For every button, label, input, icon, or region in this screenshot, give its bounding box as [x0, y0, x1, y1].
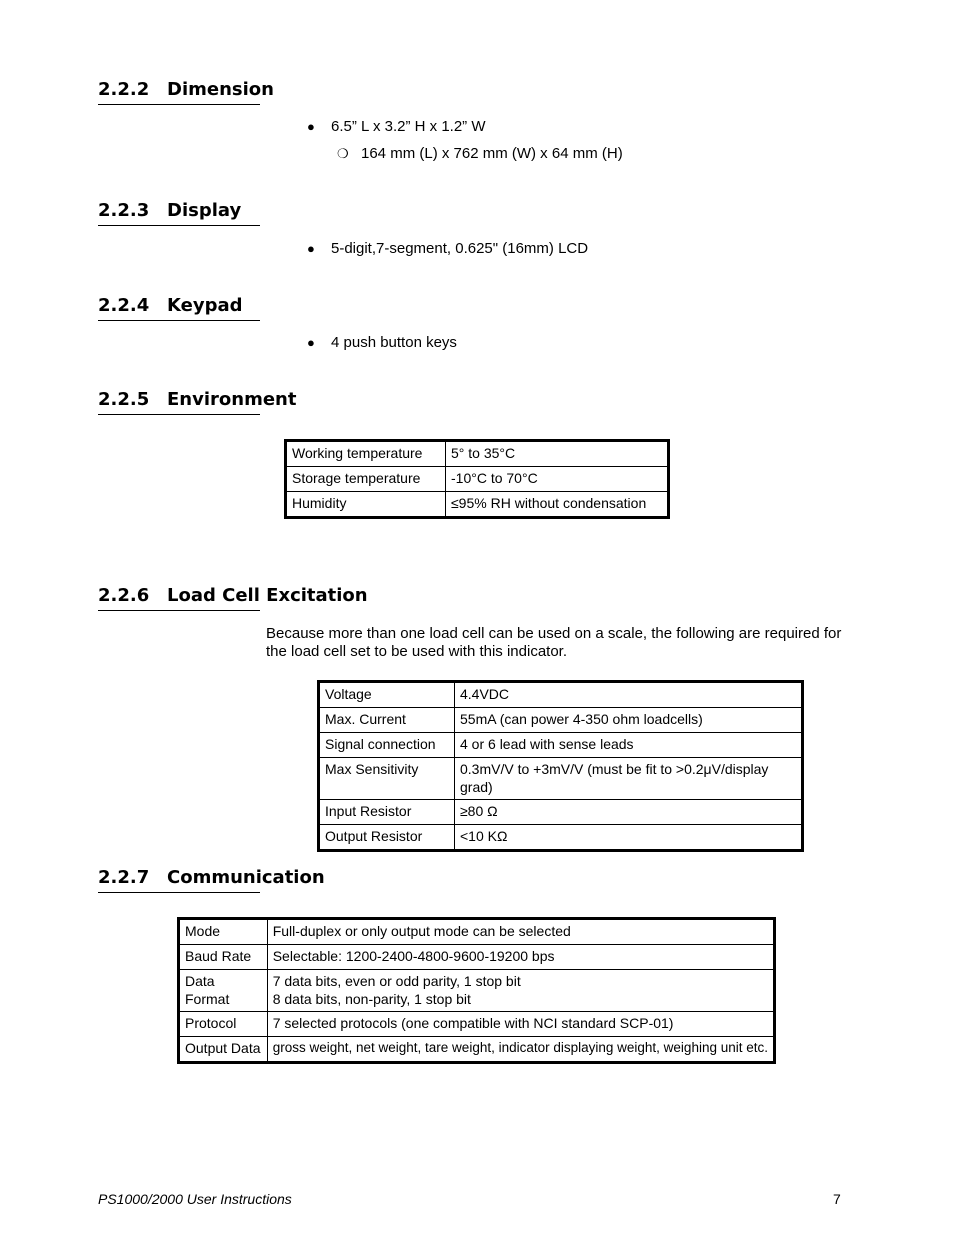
table-cell-label: Signal connection	[319, 733, 455, 758]
list-item-text: 5-digit,7-segment, 0.625" (16mm) LCD	[331, 240, 589, 257]
table-cell-label: Voltage	[319, 682, 455, 708]
table-cell-value: 7 data bits, even or odd parity, 1 stop bit 8 data bits, non-parity, 1 stop bit	[267, 970, 774, 1012]
table-row	[179, 1037, 775, 1063]
table-cell-value: 4.4VDC	[455, 682, 803, 708]
section-number: 2.2.4	[98, 295, 150, 316]
section-number: 2.2.6	[98, 585, 150, 606]
list-item	[337, 145, 623, 162]
section-title: Environment	[167, 389, 297, 410]
table-cell-label: Data Format	[179, 970, 268, 1012]
table-row	[179, 945, 775, 970]
table-cell-label: Mode	[179, 919, 268, 945]
table-cell-label: Storage temperature	[286, 467, 446, 492]
section-title: Dimension	[167, 79, 274, 100]
table-cell-label: Humidity	[286, 492, 446, 518]
table-cell-value: 4 or 6 lead with sense leads	[455, 733, 803, 758]
table-row	[179, 1012, 775, 1037]
table-row	[319, 800, 803, 825]
list-item	[307, 240, 588, 257]
table-row	[319, 758, 803, 800]
table-cell-label: Baud Rate	[179, 945, 268, 970]
section-heading-load-cell	[98, 585, 368, 611]
communication-table	[177, 917, 776, 1064]
filled-bullet-icon: ●	[307, 335, 315, 350]
section-number: 2.2.7	[98, 867, 150, 888]
section-heading-communication	[98, 867, 325, 893]
list-item	[307, 118, 486, 135]
load-cell-table	[317, 680, 804, 852]
section-title: Load Cell Excitation	[167, 585, 368, 606]
table-row	[179, 919, 775, 945]
table-cell-label: Input Resistor	[319, 800, 455, 825]
table-cell-value: 55mA (can power 4-350 ohm loadcells)	[455, 708, 803, 733]
list-item-text: 4 push button keys	[331, 334, 457, 351]
table-cell-label: Output Data	[179, 1037, 268, 1063]
section-number: 2.2.2	[98, 79, 150, 100]
environment-table	[284, 439, 670, 519]
section-heading-dimension	[98, 79, 274, 105]
table-cell-value: 0.3mV/V to +3mV/V (must be fit to >0.2μV/display grad)	[455, 758, 803, 800]
table-cell-value: 5° to 35°C	[446, 441, 669, 467]
table-row	[319, 733, 803, 758]
section-heading-keypad	[98, 295, 260, 321]
table-cell-label: Working temperature	[286, 441, 446, 467]
table-cell-value: -10°C to 70°C	[446, 467, 669, 492]
hollow-bullet-icon: ❍	[337, 146, 349, 161]
table-row	[319, 708, 803, 733]
table-row	[286, 467, 669, 492]
section-heading-display	[98, 200, 260, 226]
section-number: 2.2.5	[98, 389, 150, 410]
table-row	[319, 682, 803, 708]
table-cell-label: Max. Current	[319, 708, 455, 733]
table-row	[286, 492, 669, 518]
load-cell-intro: Because more than one load cell can be used on a scale, the following are required for the load cell set to be used with this indicator.	[266, 625, 842, 660]
footer-title: PS1000/2000 User Instructions	[98, 1191, 292, 1207]
table-row	[319, 825, 803, 851]
table-cell-value: <10 KΩ	[455, 825, 803, 851]
list-item-text: 164 mm (L) x 762 mm (W) x 64 mm (H)	[361, 145, 623, 162]
table-row	[286, 441, 669, 467]
list-item	[307, 334, 457, 351]
table-cell-value: Selectable: 1200-2400-4800-9600-19200 bps	[267, 945, 774, 970]
section-heading-environment	[98, 389, 297, 415]
list-item-text: 6.5” L x 3.2” H x 1.2” W	[331, 118, 486, 135]
section-title: Keypad	[167, 295, 243, 316]
filled-bullet-icon: ●	[307, 241, 315, 256]
table-cell-label: Max Sensitivity	[319, 758, 455, 800]
section-title: Display	[167, 200, 242, 221]
table-cell-value: 7 selected protocols (one compatible with NCI standard SCP-01)	[267, 1012, 774, 1037]
table-cell-value: Full-duplex or only output mode can be selected	[267, 919, 774, 945]
table-cell-value: gross weight, net weight, tare weight, indicator displaying weight, weighing unit etc.	[267, 1037, 774, 1063]
section-number: 2.2.3	[98, 200, 150, 221]
table-cell-label: Output Resistor	[319, 825, 455, 851]
page-number: 7	[833, 1191, 841, 1207]
table-cell-value: ≤95% RH without condensation	[446, 492, 669, 518]
table-row	[179, 970, 775, 1012]
table-cell-label: Protocol	[179, 1012, 268, 1037]
filled-bullet-icon: ●	[307, 119, 315, 134]
table-cell-value: ≥80 Ω	[455, 800, 803, 825]
section-title: Communication	[167, 867, 325, 888]
